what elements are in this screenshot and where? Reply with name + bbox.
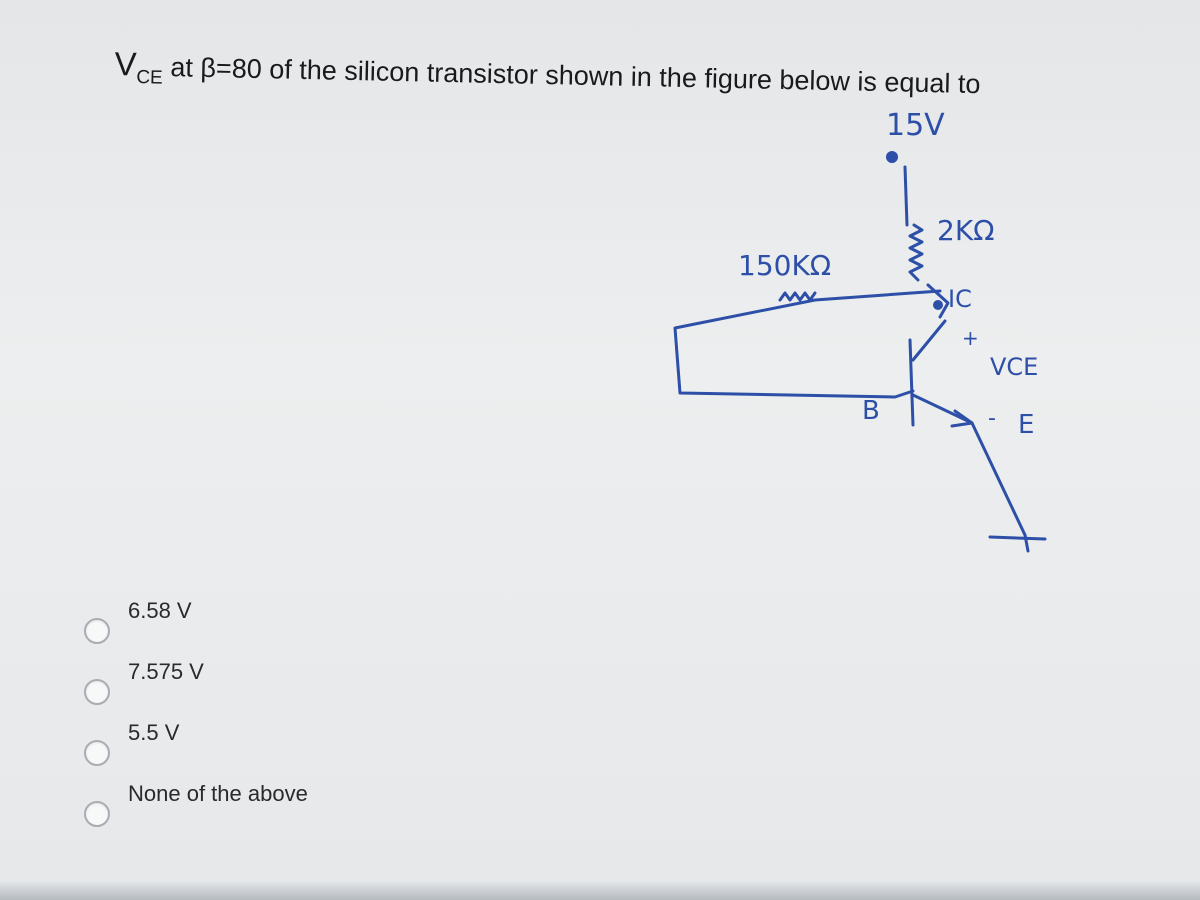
answer-options: [84, 598, 404, 842]
supply-wire: [905, 167, 907, 225]
base-resistor-label: 150KΩ: [738, 249, 832, 282]
answer-option[interactable]: [84, 598, 404, 659]
supply-voltage-label: 15V: [886, 108, 945, 143]
answer-option[interactable]: [84, 781, 404, 842]
answer-option[interactable]: [84, 720, 404, 781]
circuit-diagram: [600, 95, 1120, 565]
radio-button[interactable]: [84, 618, 110, 644]
circuit-sketch: [600, 95, 1120, 565]
base-label: B: [862, 396, 880, 426]
vce-minus-sign: -: [988, 406, 996, 431]
collector-node: [933, 300, 943, 310]
answer-option-label: 6.58 V: [128, 598, 192, 623]
collector-resistor-label: 2KΩ: [937, 214, 995, 247]
transistor-base-bar: [910, 340, 913, 425]
base-loop-wire: [675, 291, 940, 397]
supply-terminal: [886, 151, 898, 163]
screen-edge-shadow: [0, 880, 1200, 900]
question-body: at β=80 of the silicon transistor shown in the figure below is equal to: [162, 52, 981, 100]
collector-current-label: IC: [948, 285, 972, 313]
transistor-emitter-lead: [913, 395, 972, 423]
answer-option-label: None of the above: [128, 781, 308, 806]
answer-option[interactable]: [84, 659, 404, 720]
ground-symbol: [990, 537, 1045, 539]
answer-option-label: 7.575 V: [128, 659, 204, 684]
emitter-label: E: [1018, 410, 1035, 440]
radio-button[interactable]: [84, 740, 110, 766]
base-resistor: [780, 293, 815, 300]
vce-label: VCE: [990, 353, 1039, 381]
vce-symbol: $V_{CE}$: [114, 44, 163, 89]
radio-button[interactable]: [84, 679, 110, 705]
vce-plus-sign: +: [962, 326, 979, 350]
collector-resistor: [910, 225, 922, 280]
radio-button[interactable]: [84, 801, 110, 827]
answer-option-label: 5.5 V: [128, 720, 180, 745]
transistor-collector-lead: [913, 321, 945, 360]
